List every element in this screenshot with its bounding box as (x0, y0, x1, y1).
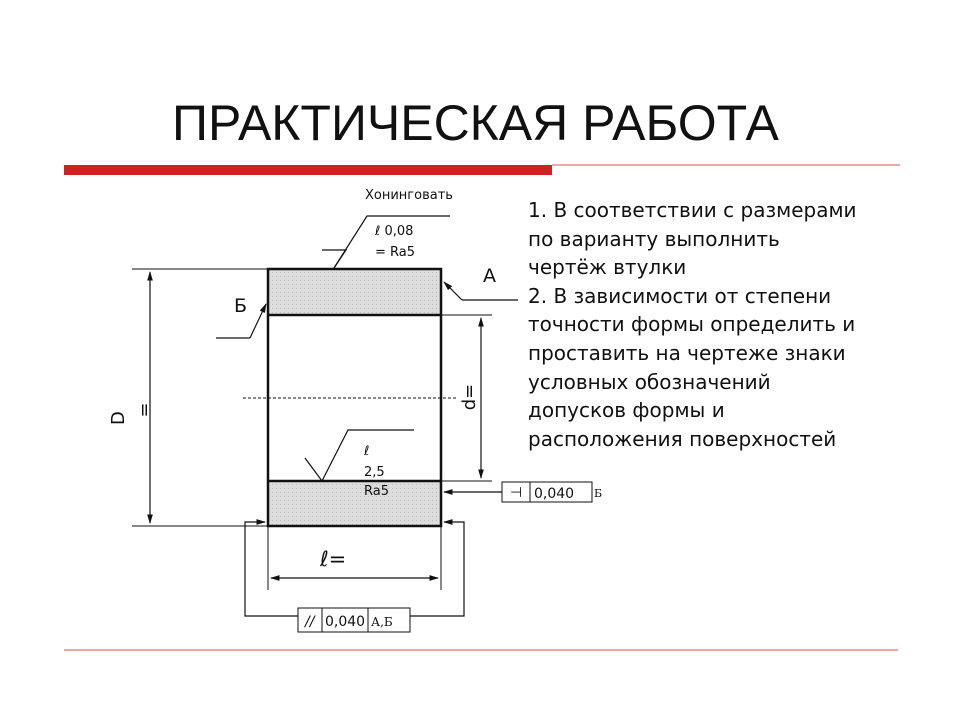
task-line: допусков формы и (528, 398, 725, 423)
slide-title: ПРАКТИЧЕСКАЯ РАБОТА (172, 95, 779, 151)
datum-b-leader (250, 304, 266, 338)
task-line: проставить на чертеже знаки (528, 340, 846, 365)
datum-a-leader (444, 282, 462, 300)
par-datum: А,Б (371, 615, 393, 629)
top-roughness-symbol (322, 250, 346, 268)
inner-roughness-value: 2,5 (364, 465, 385, 480)
task-line: точности формы определить и (528, 312, 856, 337)
task-line: условных обозначений (528, 369, 771, 394)
honing-note: Хонинговать (365, 188, 453, 203)
dim-length-label: ℓ= (320, 547, 347, 571)
dim-d-outer-eq: = (134, 402, 155, 418)
par-leader-right (410, 522, 464, 616)
par-symbol: // (305, 614, 315, 630)
inner-roughness-ra: Ra5 (364, 484, 389, 499)
par-leader-left (245, 522, 298, 616)
dim-d-inner-label: d= (459, 383, 480, 411)
dim-d-outer-label: D (108, 411, 129, 425)
datum-a-label: А (483, 265, 496, 287)
task-line: расположения поверхностей (528, 426, 837, 451)
top-roughness-ra: = Ra5 (375, 245, 416, 260)
task-line: по варианту выполнить (528, 226, 780, 251)
top-wall-section (268, 269, 441, 315)
perp-symbol: ⊥ (509, 485, 525, 499)
inner-roughness-l: ℓ (364, 444, 370, 459)
inner-roughness-symbol (305, 430, 414, 481)
task-line: 1. В соответствии с размерами (528, 198, 857, 222)
task-line: чертёж втулки (528, 255, 687, 280)
perp-datum: Б (594, 487, 603, 500)
top-roughness-value: ℓ 0,08 (375, 224, 414, 239)
par-value: 0,040 (325, 614, 366, 630)
task-line: 2. В зависимости от степени (528, 283, 832, 308)
datum-b-label: Б (234, 295, 248, 317)
bottom-wall-section (268, 481, 441, 526)
perp-value: 0,040 (534, 486, 575, 502)
